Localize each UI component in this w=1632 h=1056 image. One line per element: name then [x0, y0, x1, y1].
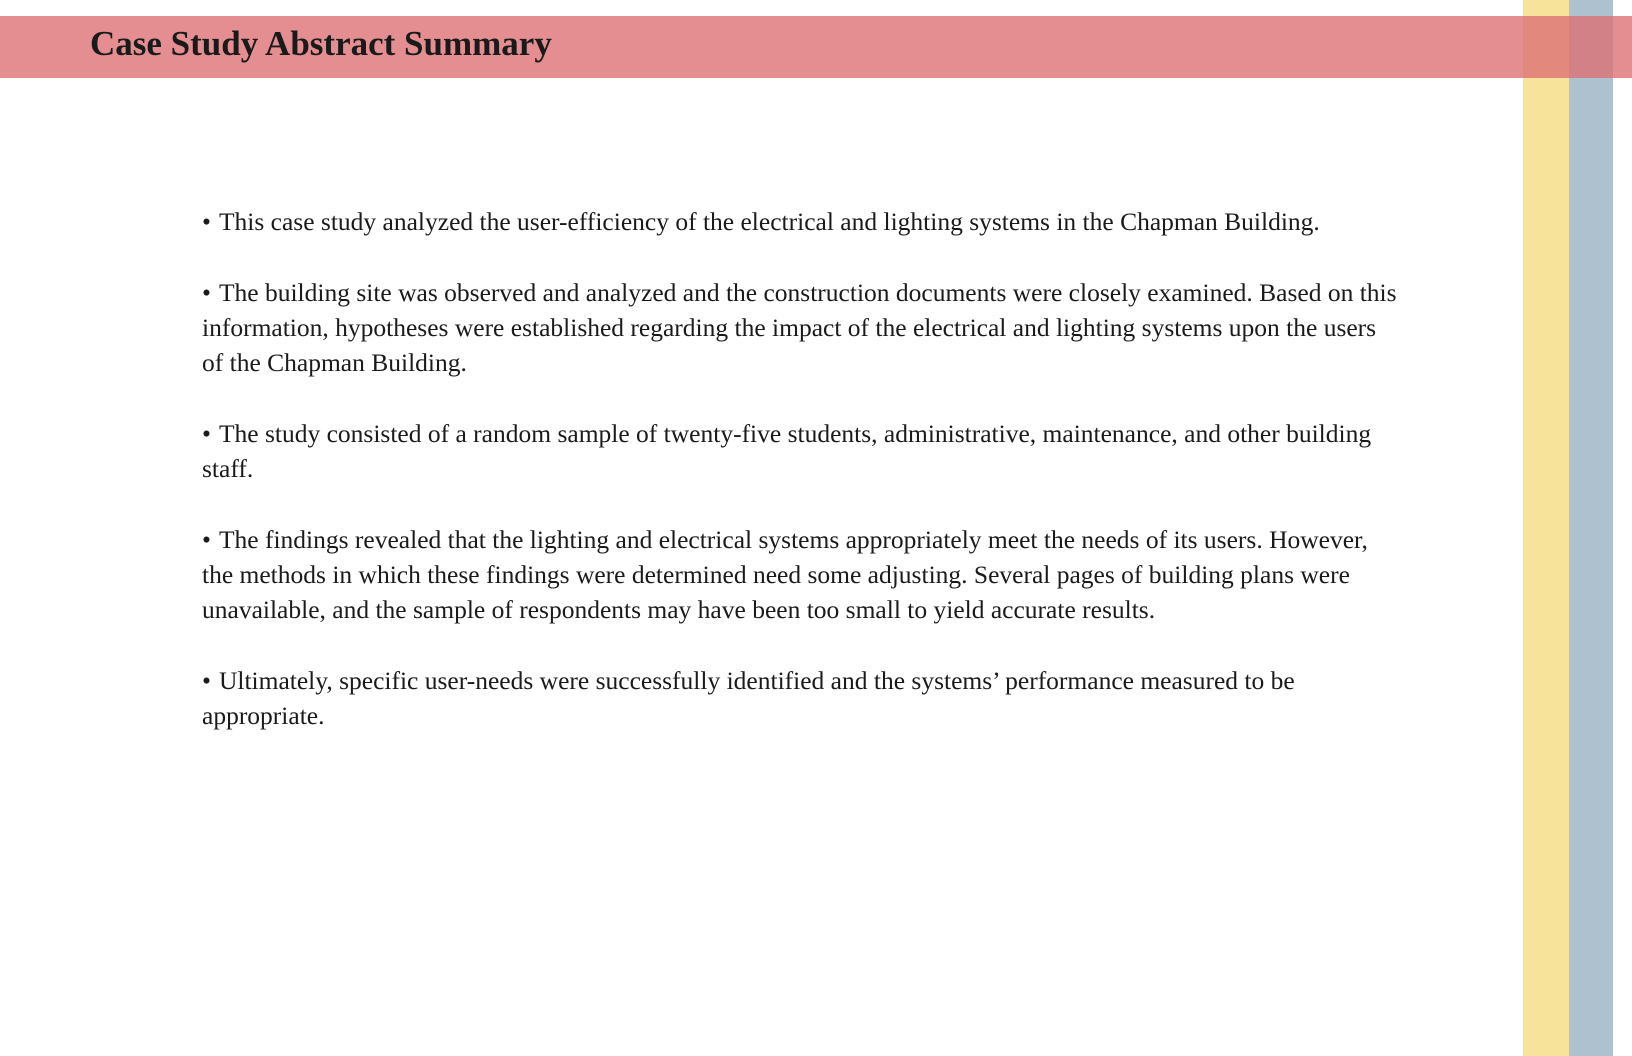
bullet-icon: •	[202, 207, 211, 236]
decorative-blue-stripe	[1569, 0, 1613, 1056]
paragraph-text: Ultimately, specific user-needs were successfully identified and the systems’ performance measured to be appropriate.	[202, 665, 1295, 731]
abstract-paragraph-4	[202, 522, 1397, 628]
bullet-icon: •	[202, 524, 211, 554]
decorative-yellow-stripe	[1523, 0, 1569, 1056]
abstract-paragraph-3	[202, 416, 1397, 487]
slide-title: Case Study Abstract Summary	[90, 24, 552, 63]
bullet-icon: •	[202, 665, 211, 695]
abstract-paragraph-1	[202, 204, 1397, 239]
paragraph-text: The study consisted of a random sample of twenty-five students, administrative, maintenance, and other building staff.	[202, 418, 1372, 484]
paragraph-text: The findings revealed that the lighting and electrical systems appropriately meet the needs of its users. However, the methods in which these findings were determined need some adjusting. Several pages of building plans were unavailable, and the sample of respondents may have been too small to yield accurate results.	[202, 524, 1368, 625]
abstract-content	[202, 204, 1397, 769]
abstract-paragraph-2	[202, 275, 1397, 381]
bullet-icon: •	[202, 277, 211, 307]
paragraph-text: The building site was observed and analyzed and the construction documents were closely examined. Based on this information, hypotheses were established regarding the impact of the electrical and lighting systems upon the users of the Chapman Building.	[202, 277, 1397, 378]
paragraph-text: This case study analyzed the user-efficiency of the electrical and lighting systems in the Chapman Building.	[218, 207, 1320, 236]
bullet-icon: •	[202, 418, 211, 448]
abstract-paragraph-5	[202, 663, 1397, 734]
